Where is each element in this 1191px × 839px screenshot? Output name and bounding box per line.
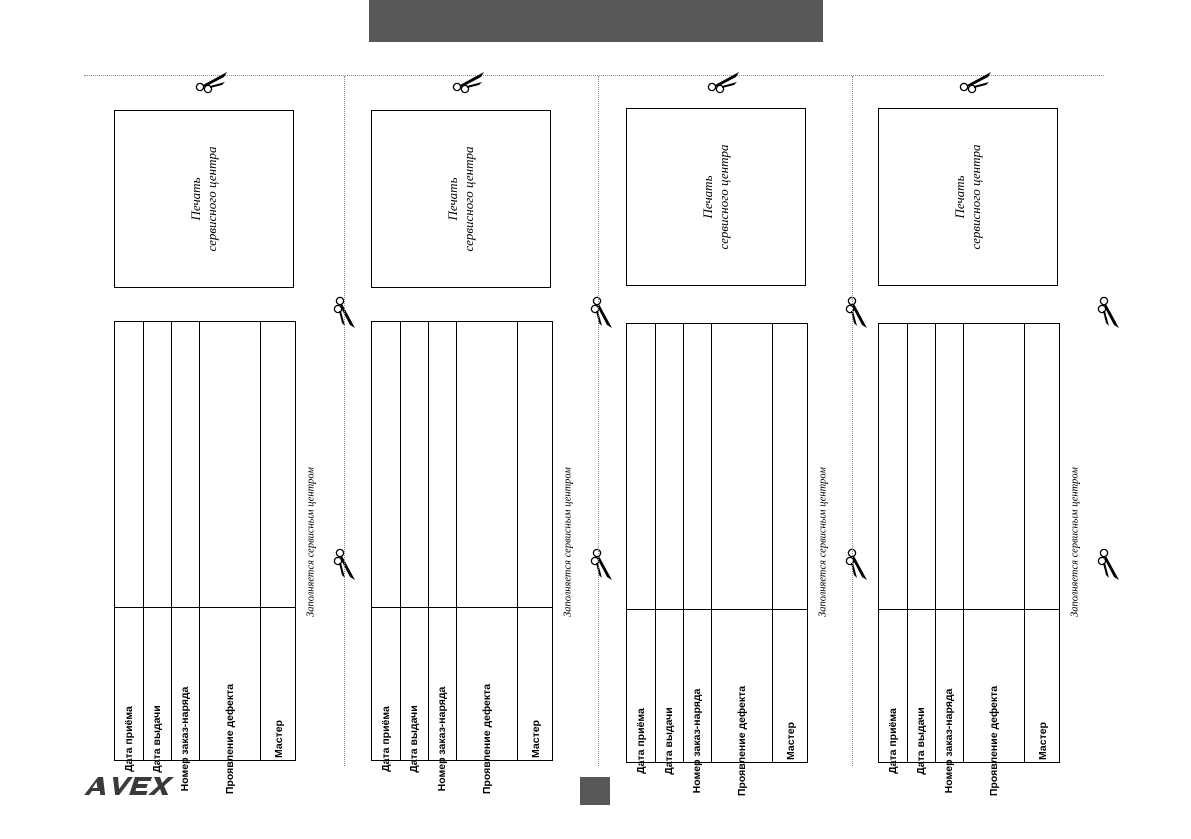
stamp-caption-line: Печать [700, 175, 715, 219]
scissors-icon [845, 547, 869, 581]
service-record-table [626, 323, 808, 797]
horizontal-cut-line [84, 75, 1104, 76]
table-field-label: Мастер [1037, 722, 1049, 760]
scissors-icon [1097, 295, 1121, 329]
table-column-divider [711, 324, 712, 762]
service-center-note: Заполняется сервисным центром [817, 467, 829, 617]
table-field-label: Проявление дефекта [988, 685, 1000, 797]
table-field-label: Мастер [530, 720, 542, 758]
table-field-label: Проявление дефекта [736, 685, 748, 797]
stamp-caption-line: сервисного центра [716, 144, 731, 250]
table-field-label: Дата приёма [887, 708, 899, 774]
table-field-label: Дата выдачи [915, 707, 927, 775]
table-column-divider [772, 324, 773, 762]
scissors-icon [333, 295, 357, 329]
table-field-label: Дата выдачи [151, 705, 163, 773]
header-bar [369, 0, 823, 42]
table-label-divider [627, 609, 807, 610]
table-column-divider [935, 324, 936, 762]
stamp-caption-line: Печать [445, 177, 460, 221]
table-field-label: Дата приёма [380, 706, 392, 772]
table-field-label: Мастер [273, 720, 285, 758]
stamp-caption-line: сервисного центра [461, 146, 476, 252]
avex-logo [84, 777, 182, 795]
table-field-label: Дата приёма [635, 708, 647, 774]
stamp-caption [188, 147, 220, 252]
table-field-label: Номер заказ-наряда [943, 688, 955, 794]
scissors-icon [333, 547, 357, 581]
vertical-cut-line [598, 76, 599, 766]
stamp-caption [700, 145, 732, 250]
vertical-cut-line [852, 76, 853, 766]
service-stamp-box [626, 108, 806, 286]
stamp-caption [445, 147, 477, 252]
table-column-divider [963, 324, 964, 762]
stamp-caption [952, 145, 984, 250]
service-center-note: Заполняется сервисным центром [562, 467, 574, 617]
scissors-icon [1097, 547, 1121, 581]
stamp-caption-line: сервисного центра [204, 146, 219, 252]
service-stamp-box [371, 110, 551, 288]
scissors-icon [845, 295, 869, 329]
table-column-divider [171, 322, 172, 760]
scissors-icon [590, 295, 614, 329]
table-column-divider [199, 322, 200, 760]
table-label-divider [115, 607, 295, 608]
vertical-cut-line [344, 76, 345, 766]
table-label-divider [372, 607, 552, 608]
table-column-divider [655, 324, 656, 762]
scissors-icon [451, 70, 485, 94]
page-number-box [580, 777, 610, 805]
scissors-icon [590, 547, 614, 581]
service-stamp-box [878, 108, 1058, 286]
table-column-divider [456, 322, 457, 760]
table-field-label: Проявление дефекта [481, 683, 493, 795]
table-column-divider [1024, 324, 1025, 762]
service-record-table [878, 323, 1060, 797]
table-field-label: Дата приёма [123, 706, 135, 772]
table-column-divider [683, 324, 684, 762]
table-column-divider [428, 322, 429, 760]
table-field-label: Дата выдачи [408, 705, 420, 773]
scissors-icon [958, 70, 992, 94]
stamp-caption-line: Печать [188, 177, 203, 221]
service-record-table [371, 321, 553, 795]
table-column-divider [260, 322, 261, 760]
stamp-caption-line: сервисного центра [968, 144, 983, 250]
table-column-divider [517, 322, 518, 760]
table-label-divider [879, 609, 1059, 610]
service-center-note: Заполняется сервисным центром [1069, 467, 1081, 617]
table-field-label: Дата выдачи [663, 707, 675, 775]
table-column-divider [907, 324, 908, 762]
table-field-label: Проявление дефекта [224, 683, 236, 795]
scissors-icon [194, 70, 228, 94]
table-field-label: Мастер [785, 722, 797, 760]
scissors-icon [706, 70, 740, 94]
table-field-label: Номер заказ-наряда [179, 686, 191, 792]
stamp-caption-line: Печать [952, 175, 967, 219]
service-record-table [114, 321, 296, 795]
service-stamp-box [114, 110, 294, 288]
table-field-label: Номер заказ-наряда [691, 688, 703, 794]
table-column-divider [143, 322, 144, 760]
service-center-note: Заполняется сервисным центром [305, 467, 317, 617]
table-field-label: Номер заказ-наряда [436, 686, 448, 792]
table-column-divider [400, 322, 401, 760]
